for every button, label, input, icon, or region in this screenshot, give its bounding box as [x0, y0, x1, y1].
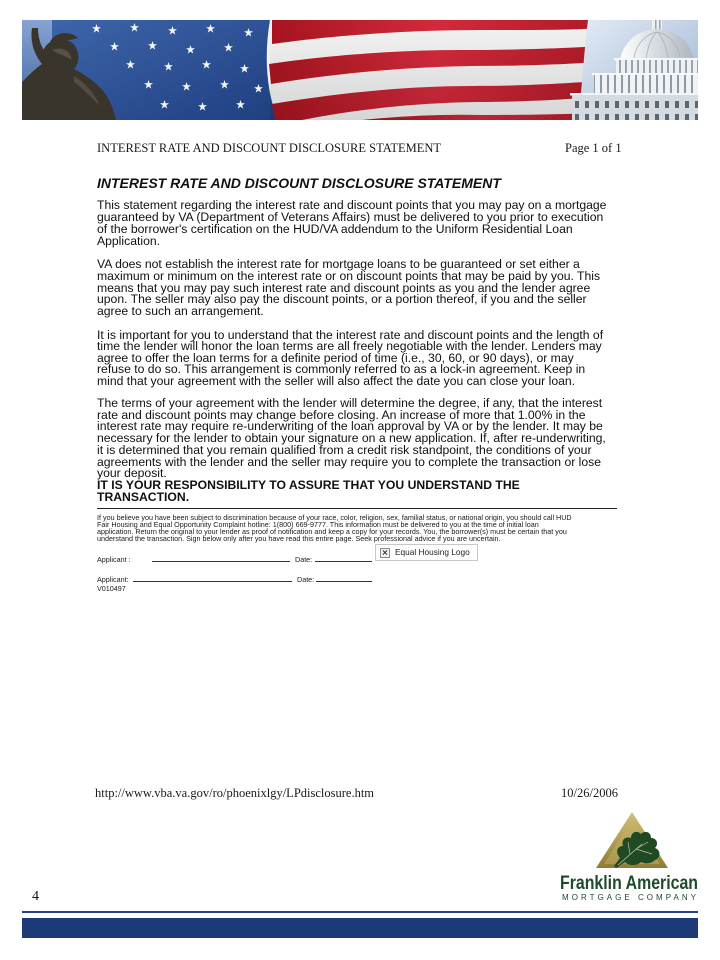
- text-line: maximum or minimum on the interest rate or on discount points that may be paid by you. This: [97, 268, 601, 283]
- responsibility-notice: [97, 479, 520, 503]
- capitol-dome-graphic: [570, 20, 698, 120]
- text-line: application. Return the original to your lender as proof of notification and keep a copy for your records. You, the borrower(s) must be certain that you: [97, 526, 567, 536]
- print-date: 10/26/2006: [561, 786, 618, 800]
- paragraph-1: [97, 199, 606, 247]
- date-label: Date:: [297, 575, 315, 584]
- text-line: refuse to do so. This arrangement is commonly referred to as a lock-in agreement. Keep in: [97, 362, 586, 377]
- text-line: mind that your agreement with the seller will also affect the date you can close your loan.: [97, 373, 576, 388]
- text-line: agree to offer the loan terms for a definite period of time (i.e., 30, 60, or 90 days), or may: [97, 350, 574, 365]
- text-line: This statement regarding the interest rate and discount points that you may pay on a mortgage: [97, 198, 607, 212]
- text-line: it is determined that you remain qualified from a credit risk standpoint, the conditions of your: [97, 442, 592, 457]
- text-line: understand the transaction. Sign below only after you have read this entire page. Seek professional advice if you are uncertain.: [97, 533, 501, 543]
- separator-line: [97, 508, 617, 509]
- text-line: of the borrower's certification on the HUD/VA addendum to the Uniform Residential Loan: [97, 222, 573, 236]
- applicant-signature-line: [133, 581, 292, 582]
- applicant-label: Applicant :: [97, 555, 131, 564]
- source-url: http://www.vba.va.gov/ro/phoenixlgy/LPdisclosure.htm: [95, 786, 375, 800]
- fair-housing-fine-print: [97, 514, 572, 542]
- slide-number: 4: [32, 889, 39, 904]
- date-line: [316, 581, 372, 582]
- text-line: The terms of your agreement with the lender will determine the degree, if any, that the interest: [97, 396, 603, 410]
- banner-image: [22, 20, 698, 120]
- text-line: If you believe you have been subject to discrimination because of your race, color, religion, sex, familial status, or national origin, you should call HUD: [97, 512, 572, 522]
- text-line: your deposit.: [97, 466, 167, 481]
- text-line: means that you may pay such interest rate and discount points as you and the lender agree: [97, 280, 591, 295]
- document-title: INTEREST RATE AND DISCOUNT DISCLOSURE STATEMENT: [97, 175, 501, 191]
- paragraph-4: [97, 398, 606, 480]
- text-line: agree to such an arrangement.: [97, 304, 264, 319]
- text-line: upon. The seller may also pay the discount points, or a portion thereof, if you and the seller: [97, 292, 587, 307]
- text-line: TRANSACTION.: [97, 490, 190, 504]
- paragraph-3: [97, 330, 603, 387]
- page-indicator: Page 1 of 1: [565, 141, 622, 155]
- text-line: necessary for the lender to obtain your signature on a new application. If, after re-underwriting,: [97, 431, 606, 446]
- text-line: guaranteed by VA (Department of Veterans Affairs) must be delivered to you prior to execution: [97, 210, 604, 224]
- flag-graphic: [52, 20, 602, 120]
- date-line: [315, 561, 372, 562]
- broken-image-icon: [380, 548, 390, 558]
- banner-graphic: [22, 20, 698, 120]
- text-line: Application.: [97, 234, 161, 248]
- date-label: Date:: [295, 555, 313, 564]
- equal-housing-logo-label: Equal Housing Logo: [395, 547, 470, 557]
- equal-housing-logo: [375, 544, 478, 561]
- header-doc-title: INTEREST RATE AND DISCOUNT DISCLOSURE STATEMENT: [97, 141, 442, 155]
- company-logo: [552, 806, 700, 904]
- applicant-label: Applicant:: [97, 575, 129, 584]
- text-line: VA does not establish the interest rate for mortgage loans to be guaranteed or set either a: [97, 257, 580, 271]
- text-line: Fair Housing and Equal Opportunity Complaint hotline: 1(800) 669-9777. This information must be delivered to you at the time of initial loan: [97, 519, 539, 529]
- text-line: agreements with the lender and the seller may require you to complete the transaction or lose: [97, 454, 602, 469]
- text-line: time the lender will honor the loan terms are all freely negotiable with the lender. Lenders may: [97, 339, 602, 354]
- form-number: V010497: [97, 584, 126, 593]
- logo-name: Franklin American: [560, 873, 698, 894]
- applicant-signature-line: [152, 561, 290, 562]
- leaf-triangle-icon: [552, 806, 700, 904]
- footer-bar: [22, 918, 698, 938]
- text-line: interest rate may require re-underwriting of the loan approval by VA or by the lender. It may be: [97, 419, 603, 434]
- logo-tagline: MORTGAGE COMPANY: [562, 893, 696, 902]
- paragraph-2: [97, 259, 600, 318]
- text-line: IT IS YOUR RESPONSIBILITY TO ASSURE THAT YOU UNDERSTAND THE: [97, 478, 520, 492]
- text-line: rate and discount points may change before closing. An increase of more that 1.00% in the: [97, 407, 586, 422]
- text-line: It is important for you to understand that the interest rate and discount points and the length of: [97, 328, 604, 342]
- footer-divider: [22, 911, 698, 913]
